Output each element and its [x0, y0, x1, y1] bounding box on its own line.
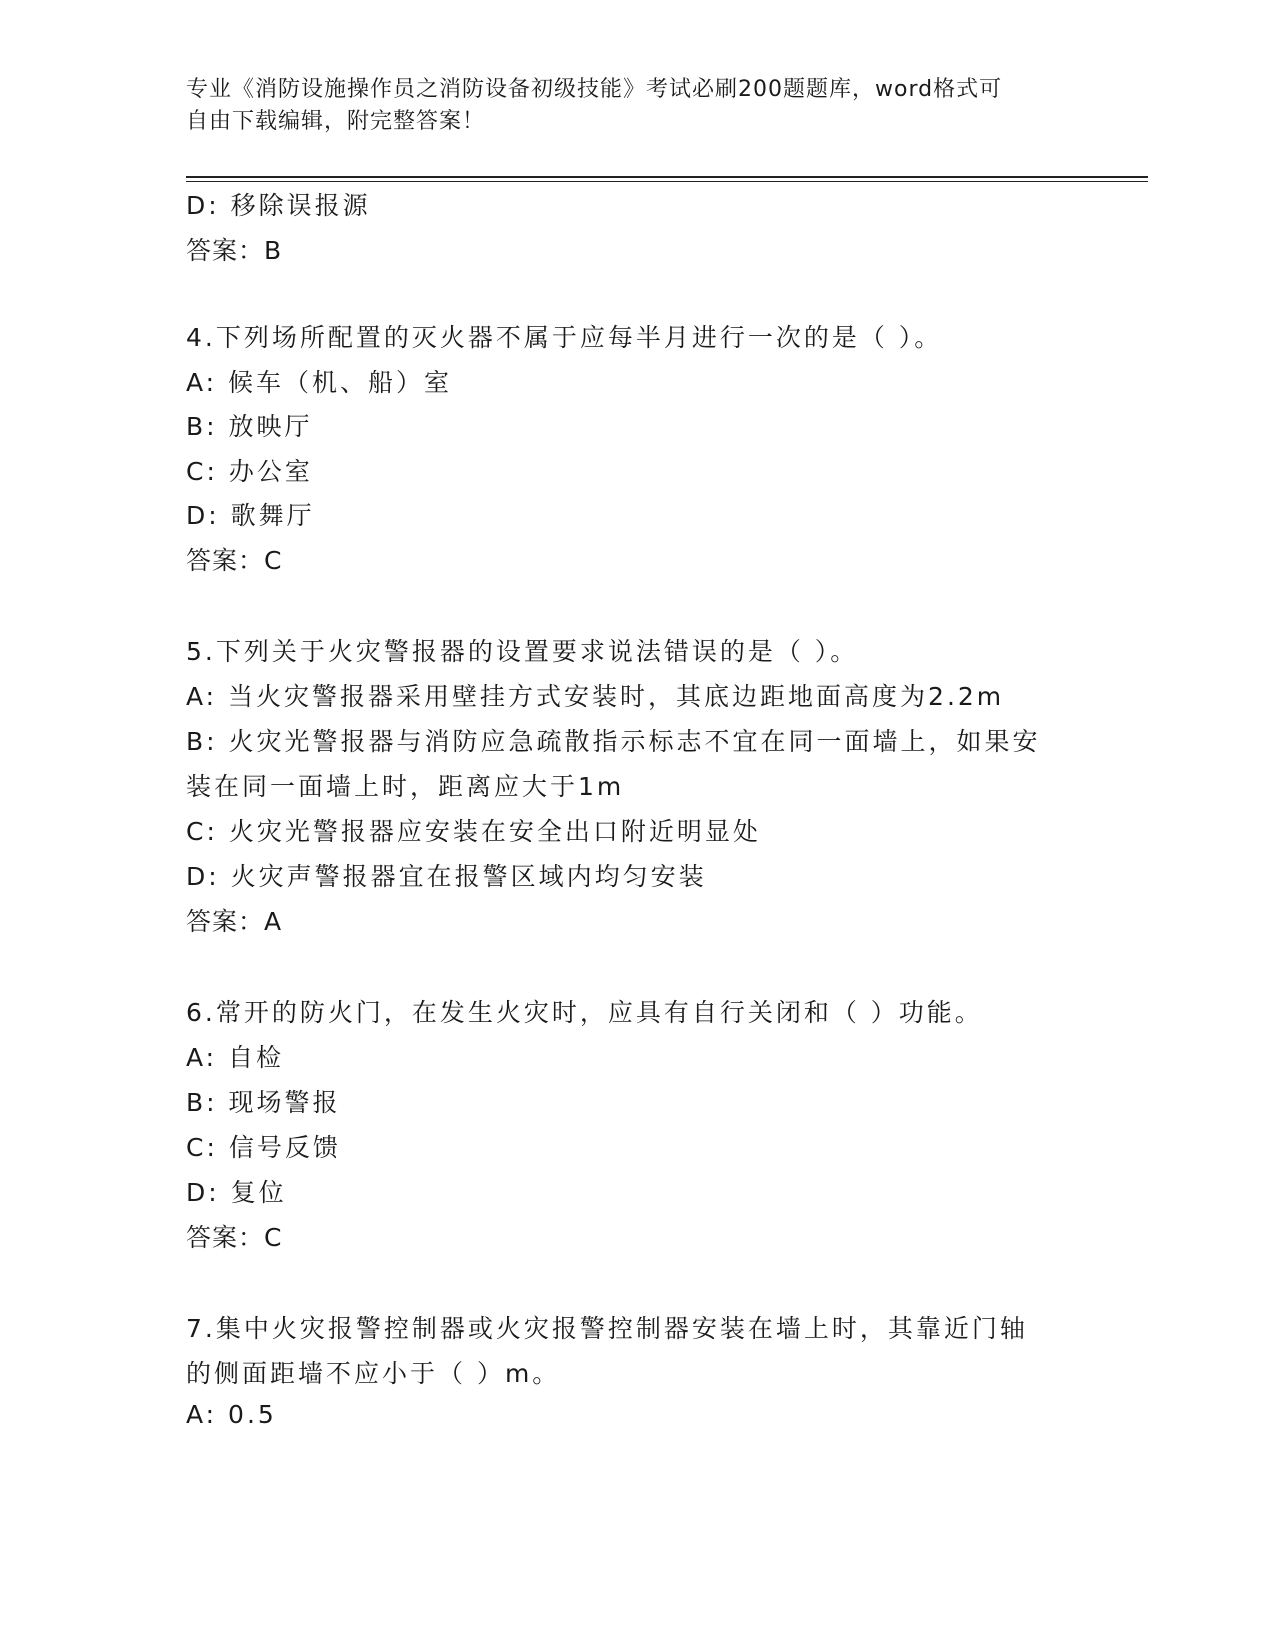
header-divider-thick	[186, 176, 1148, 178]
q4-answer: 答案：C	[186, 546, 283, 575]
prev-answer: 答案：B	[186, 236, 283, 265]
q6-answer: 答案：C	[186, 1223, 283, 1252]
q6-option-c: C: 信号反馈	[186, 1133, 341, 1162]
q4-question: 4.下列场所配置的灭火器不属于应每半月进行一次的是（ ）。	[186, 323, 943, 352]
q6-option-b: B: 现场警报	[186, 1088, 341, 1117]
q4-option-b: B: 放映厅	[186, 412, 313, 441]
header-divider-thin	[186, 181, 1148, 182]
q5-answer: 答案：A	[186, 907, 283, 936]
q6-question: 6.常开的防火门，在发生火灾时，应具有自行关闭和（ ）功能。	[186, 998, 983, 1027]
q7-question-line-2: 的侧面距墙不应小于（ ）m。	[186, 1359, 561, 1388]
q5-option-b-line-1: B: 火灾光警报器与消防应急疏散指示标志不宜在同一面墙上，如果安	[186, 727, 1041, 756]
q7-option-a: A: 0.5	[186, 1400, 277, 1429]
q6-option-a: A: 自检	[186, 1043, 285, 1072]
q4-option-d: D: 歌舞厅	[186, 501, 315, 530]
q5-option-b-line-2: 装在同一面墙上时，距离应大于1m	[186, 772, 625, 801]
q5-option-c: C: 火灾光警报器应安装在安全出口附近明显处	[186, 817, 761, 846]
q5-option-d: D: 火灾声警报器宜在报警区域内均匀安装	[186, 862, 707, 891]
q4-option-a: A: 候车（机、船）室	[186, 368, 453, 397]
prev-option-d: D: 移除误报源	[186, 191, 371, 220]
q7-question-line-1: 7.集中火灾报警控制器或火灾报警控制器安装在墙上时，其靠近门轴	[186, 1314, 1028, 1343]
q6-option-d: D: 复位	[186, 1178, 287, 1207]
q5-option-a: A: 当火灾警报器采用壁挂方式安装时，其底边距地面高度为2.2m	[186, 682, 1005, 711]
header-line-1: 专业《消防设施操作员之消防设备初级技能》考试必刷200题题库，word格式可	[186, 77, 1003, 102]
q5-question: 5.下列关于火灾警报器的设置要求说法错误的是（ ）。	[186, 637, 859, 666]
header-line-2: 自由下载编辑，附完整答案！	[186, 109, 486, 134]
document-header	[186, 74, 1066, 138]
q4-option-c: C: 办公室	[186, 457, 313, 486]
